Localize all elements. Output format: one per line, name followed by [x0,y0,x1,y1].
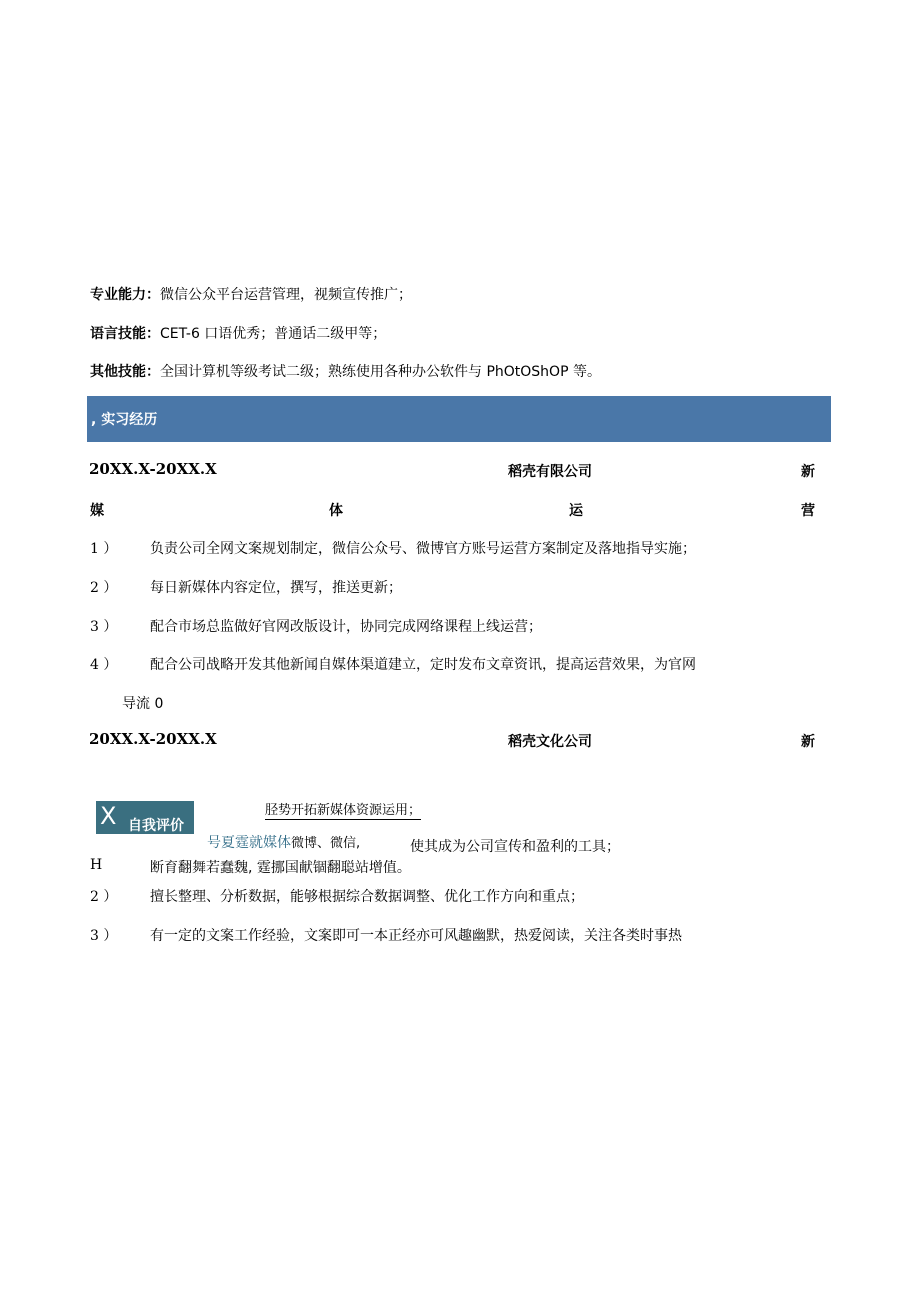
job1-role-char: 新 [801,464,815,480]
list-item-text: 每日新媒体内容定位，撰写，推送更新； [150,580,402,596]
skill-text: 全国计算机等级考试二级；熟练使用各种办公软件与 PhOtOShOP 等。 [160,364,601,380]
section-title: , 实习经历 [91,412,158,428]
list-item-number: 4 ） [90,657,118,673]
job1-company: 稻壳有限公司 [508,464,592,480]
skill-label: 专业能力： [90,287,160,303]
list-item-number: H [90,857,103,873]
list-item-number: 2 ） [90,889,118,905]
list-item-text: 负责公司全网文案规划制定，微信公众号、微博官方账号运营方案制定及落地指导实施； [150,541,696,557]
job1-date: 20XX.X-20XX.X [89,460,217,478]
badge-x-letter: X [100,802,117,830]
skill-label: 语言技能： [90,326,160,342]
job2-date: 20XX.X-20XX.X [89,730,217,748]
badge-label: 自我评价 [128,818,184,834]
skill-line-professional [90,284,412,304]
list-item-text: 有一定的文案工作经验，文案即可一本正经亦可风趣幽默，热爱阅读，关注各类时事热 [150,928,682,944]
self-eval-badge [96,801,194,834]
job1-role-char: 运 [569,503,583,519]
skill-line-language [90,323,386,343]
skill-line-other [90,361,601,381]
self-eval-line-a: 胫势开拓新媒体资源运用； [265,799,421,820]
self-eval-blue-text: 号夏霆就媒体 [207,835,291,851]
list-item-text: 配合市场总监做好官网改版设计，协同完成网络课程上线运营； [150,619,542,635]
job2-company: 稻壳文化公司 [508,734,592,750]
list-item-number: 3 ） [90,619,118,635]
self-eval-text: 微博、微信, [291,836,361,851]
list-item-text: 配合公司战略开发其他新闻自媒体渠道建立，定时发布文章资讯，提高运营效果，为官网 [150,657,696,673]
list-item-text: 擅长整理、分析数据，能够根据综合数据调整、优化工作方向和重点； [150,889,584,905]
self-eval-line-b-right: 使其成为公司宣传和盈利的工具； [410,839,620,855]
list-item-number: 3 ） [90,928,118,944]
list-item-number: 1 ） [90,541,118,557]
job1-role-char: 营 [801,503,815,519]
internship-section-header [87,396,831,442]
list-item-text: 断育翻舞若蠢魏, 霆挪国献锢翻聪站增值。 [150,860,411,876]
list-item-number: 2 ） [90,580,118,596]
list-item-continuation: 导流 0 [122,696,164,712]
job1-role-char: 体 [329,503,343,519]
skill-text: 微信公众平台运营管理，视频宣传推广； [160,287,412,303]
skill-label: 其他技能： [90,364,160,380]
job1-role-char: 媒 [90,503,104,519]
self-eval-line-b [207,832,360,852]
job2-role-char: 新 [801,734,815,750]
skill-text: CET-6 口语优秀；普通话二级甲等； [160,326,387,342]
